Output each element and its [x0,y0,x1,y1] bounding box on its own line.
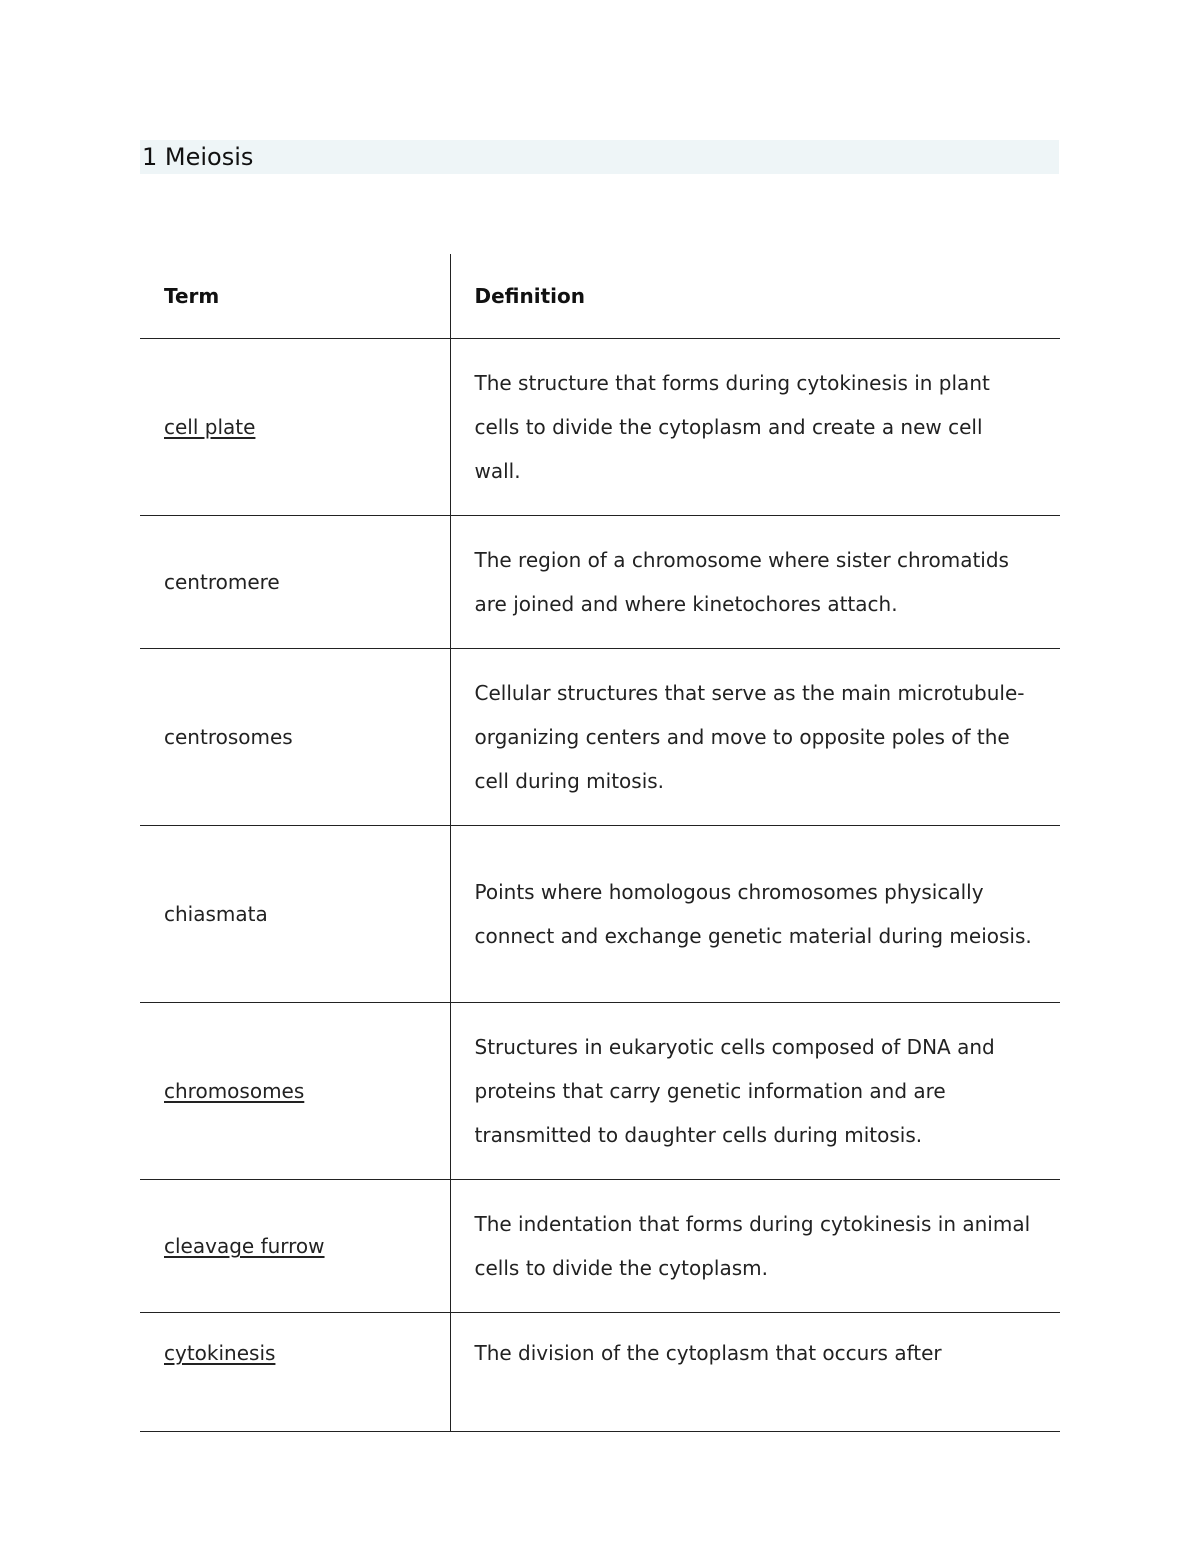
term-cell: chiasmata [140,826,450,1003]
definition-cell: The region of a chromosome where sister chromatids are joined and where kinetochores attach. [450,516,1060,649]
glossary-table [140,254,1060,1432]
term-cell: centrosomes [140,649,450,826]
table-row [140,339,1060,516]
term-link-cleavage-furrow[interactable]: cleavage furrow [164,1234,325,1258]
table-row [140,1003,1060,1180]
term-link-cell-plate[interactable]: cell plate [164,415,256,439]
section-title: 1 Meiosis [142,143,254,171]
table-row [140,826,1060,1003]
definition-column-header: Definition [450,254,1060,339]
term-cell [140,1003,450,1180]
term-cell [140,339,450,516]
definition-cell: Points where homologous chromosomes physically connect and exchange genetic material during meiosis. [450,826,1060,1003]
table-row [140,1313,1060,1432]
term-cell [140,1313,450,1432]
term-cell: centromere [140,516,450,649]
table-row [140,1180,1060,1313]
table-row [140,649,1060,826]
table-header-row [140,254,1060,339]
definition-cell: Cellular structures that serve as the main microtubule-organizing centers and move to opposite poles of the cell during mitosis. [450,649,1060,826]
table-row [140,516,1060,649]
definition-cell: Structures in eukaryotic cells composed of DNA and proteins that carry genetic information and are transmitted to daughter cells during mitosis. [450,1003,1060,1180]
definition-cell: The indentation that forms during cytokinesis in animal cells to divide the cytoplasm. [450,1180,1060,1313]
section-heading [140,140,1059,174]
definition-cell: The structure that forms during cytokinesis in plant cells to divide the cytoplasm and create a new cell wall. [450,339,1060,516]
term-link-cytokinesis[interactable]: cytokinesis [164,1341,276,1365]
term-cell [140,1180,450,1313]
definition-cell: The division of the cytoplasm that occurs after [450,1313,1060,1432]
term-link-chromosomes[interactable]: chromosomes [164,1079,305,1103]
term-column-header: Term [140,254,450,339]
